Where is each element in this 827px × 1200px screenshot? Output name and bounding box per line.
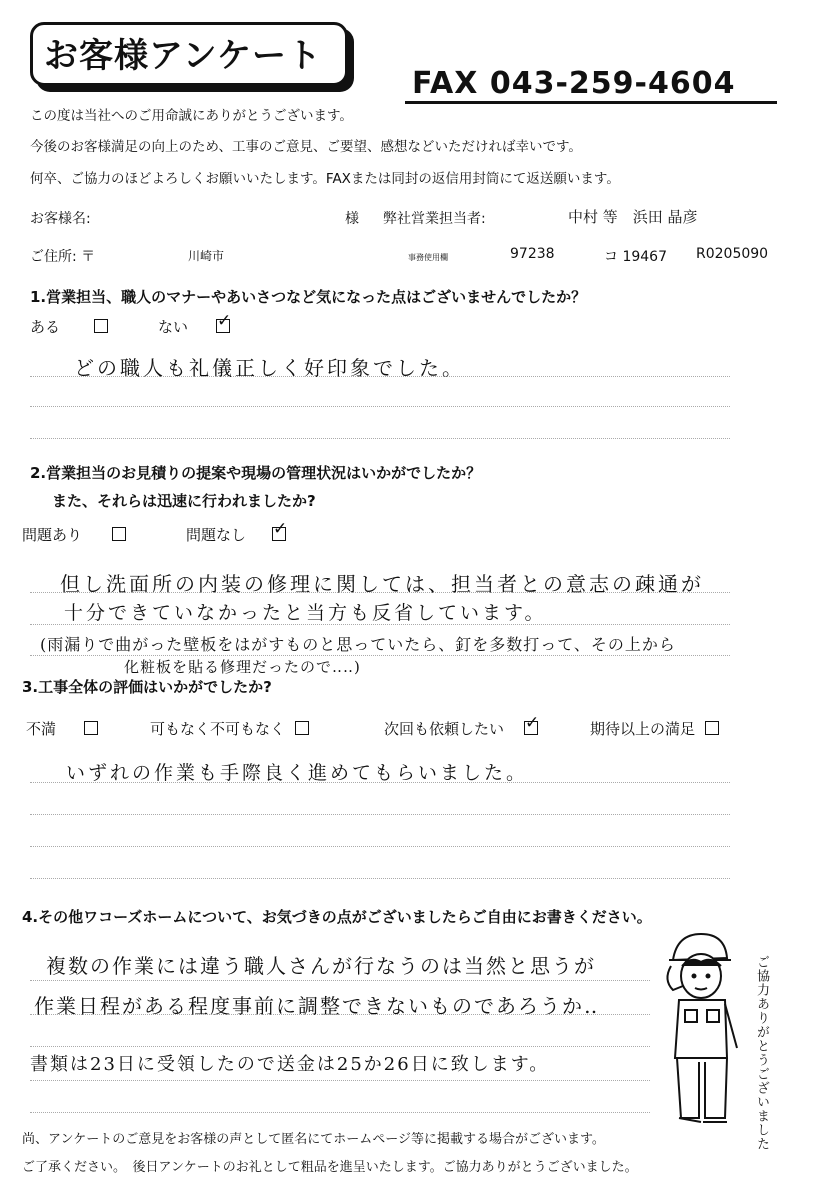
side-thanks-note: ご協力ありがとうございました	[754, 955, 769, 1151]
q2-answer-line-1: 但し洗面所の内装の修理に関しては、担当者との意志の疎通が	[60, 572, 704, 596]
q4-answer-line-2: 作業日程がある程度事前に調整できないものであろうか‥	[34, 994, 600, 1018]
q3-checkbox-jikai[interactable]	[524, 721, 538, 735]
q1-checkbox-aru[interactable]	[94, 319, 108, 333]
address-value: 川崎市	[188, 249, 225, 263]
q2-option-mondai-ari[interactable]	[22, 524, 126, 545]
q2-option-mondai-nashi-label: 問題なし	[186, 526, 247, 544]
q3-option-fuman-label: 不満	[26, 720, 57, 738]
q1-dotline-2	[30, 406, 730, 407]
office-use-label: 事務使用欄	[408, 253, 448, 262]
q2-answer-line-4: 化粧板を貼る修理だったので‥‥)	[124, 658, 361, 676]
q4-answer-line-3: 書類は23日に受領したので送金は25か26日に致します。	[30, 1054, 550, 1075]
q2-option-mondai-nashi[interactable]	[186, 524, 286, 545]
fax-number: FAX 043-259-4604	[412, 66, 736, 101]
q1-option-nai[interactable]	[158, 316, 230, 337]
q3-dotline-4	[30, 878, 730, 879]
address-label: ご住所: 〒	[30, 249, 96, 265]
q3-answer: いずれの作業も手際良く進めてもらいました。	[66, 762, 529, 784]
q3-option-fuman[interactable]	[26, 718, 98, 739]
q1-dotline-1	[30, 376, 730, 377]
q4-dotline-3	[30, 1046, 650, 1047]
q2-checkbox-mondai-ari[interactable]	[112, 527, 126, 541]
intro-line-1: この度は当社へのご用命誠にありがとうございます。	[30, 108, 353, 124]
q2-answer-line-3: (雨漏りで曲がった壁板をはがすものと思っていたら、釘を多数打って、その上から	[40, 635, 676, 654]
q2-dotline-2	[30, 624, 730, 625]
q3-option-jikai-label: 次回も依頼したい	[384, 720, 505, 738]
q4-dotline-5	[30, 1112, 650, 1113]
q3-option-kamonaku-label: 可もなく不可もなく	[150, 720, 286, 738]
fax-underline	[405, 101, 777, 104]
honorific-sama: 様	[345, 211, 359, 227]
footer-line-2: ご了承ください。 後日アンケートのお礼として粗品を進呈いたします。ご協力ありがとうございました。	[22, 1160, 638, 1175]
q3-checkbox-fuman[interactable]	[84, 721, 98, 735]
q4-dotline-4	[30, 1080, 650, 1081]
q1-answer: どの職人も礼儀正しく好印象でした。	[74, 356, 465, 380]
office-code-1: 97238	[510, 246, 555, 262]
q2-checkbox-mondai-nashi[interactable]	[272, 527, 286, 541]
q3-dotline-3	[30, 846, 730, 847]
staff-label: 弊社営業担当者:	[383, 211, 486, 227]
q3-checkbox-kitai[interactable]	[705, 721, 719, 735]
question-4: 4.その他ワコーズホームについて、お気づきの点がございましたらご自由にお書きください。	[22, 908, 652, 926]
q4-dotline-2	[30, 1014, 650, 1015]
q3-option-jikai[interactable]	[384, 718, 538, 739]
q2-option-mondai-ari-label: 問題あり	[22, 526, 83, 544]
question-3: 3.工事全体の評価はいかがでしたか?	[22, 678, 272, 696]
intro-line-3: 何卒、ご協力のほどよろしくお願いいたします。FAXまたは同封の返信用封筒にて返送願います。	[30, 171, 620, 187]
office-code-2: コ 19467	[604, 249, 667, 265]
q3-option-kitai-label: 期待以上の満足	[590, 720, 696, 738]
q3-checkbox-kamonaku[interactable]	[295, 721, 309, 735]
question-2-line-1: 2.営業担当のお見積りの提案や現場の管理状況はいかがでしたか？	[30, 464, 482, 482]
q3-dotline-2	[30, 814, 730, 815]
q3-option-kamonaku[interactable]	[150, 718, 309, 739]
q1-dotline-3	[30, 438, 730, 439]
intro-line-2: 今後のお客様満足の向上のため、工事のご意見、ご要望、感想などいただければ幸いです。	[30, 139, 582, 155]
q2-answer-line-2: 十分できていなかったと当方も反省しています。	[64, 602, 547, 624]
customer-name-label: お客様名:	[30, 211, 91, 227]
office-code-3: R0205090	[696, 246, 769, 262]
q1-option-aru[interactable]	[30, 316, 108, 337]
q2-dotline-3	[30, 655, 730, 656]
staff-names: 中村 等 浜田 晶彦	[568, 208, 698, 226]
q1-option-nai-label: ない	[158, 318, 189, 336]
page-title: お客様アンケート	[44, 36, 322, 76]
q4-answer-line-1: 複数の作業には違う職人さんが行なうのは当然と思うが	[46, 954, 596, 978]
q3-option-kitai[interactable]	[590, 718, 719, 739]
footer-line-1: 尚、アンケートのご意見をお客様の声として匿名にてホームページ等に掲載する場合がございます。	[22, 1132, 605, 1147]
q4-dotline-1	[30, 980, 650, 981]
q2-dotline-1	[30, 592, 730, 593]
q3-dotline-1	[30, 782, 730, 783]
question-1: 1.営業担当、職人のマナーやあいさつなど気になった点はございませんでしたか？	[30, 288, 587, 306]
worker-illustration-icon	[655, 928, 750, 1128]
q1-checkbox-nai[interactable]	[216, 319, 230, 333]
q1-option-aru-label: ある	[30, 318, 61, 336]
question-2-line-2: また、それらは迅速に行われましたか?	[52, 492, 316, 510]
